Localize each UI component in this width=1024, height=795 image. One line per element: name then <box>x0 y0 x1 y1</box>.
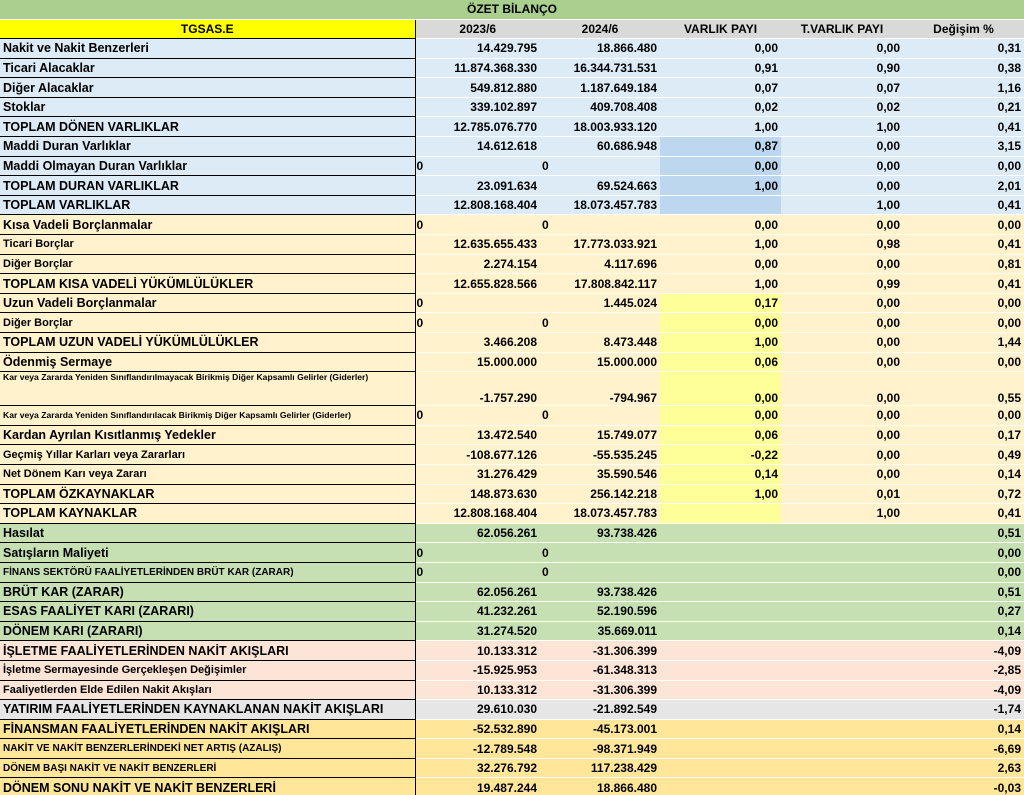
t-varlik-payi <box>781 562 903 582</box>
degisim: 0,38 <box>903 58 1024 78</box>
varlik-payi <box>660 582 781 602</box>
value-2024: 256.142.218 <box>540 484 660 504</box>
row-label: BRÜT KAR (ZARAR) <box>0 582 415 602</box>
col-t-varlik-payi-header: T.VARLIK PAYI <box>781 19 903 39</box>
value-2023: 12.808.168.404 <box>415 504 540 524</box>
row-label: Hasılat <box>0 523 415 543</box>
value-2024: 17.773.033.921 <box>540 235 660 255</box>
title-row <box>0 0 1024 19</box>
degisim: 0,41 <box>903 235 1024 255</box>
table-row <box>0 602 1024 622</box>
varlik-payi <box>660 758 781 778</box>
value-2023: 29.610.030 <box>415 700 540 720</box>
row-label: TOPLAM UZUN VADELİ YÜKÜMLÜLÜKLER <box>0 333 415 353</box>
degisim: 2,01 <box>903 176 1024 196</box>
degisim: 0,31 <box>903 39 1024 59</box>
varlik-payi: 0,91 <box>660 58 781 78</box>
value-2023: -108.677.126 <box>415 445 540 465</box>
varlik-payi <box>660 739 781 759</box>
t-varlik-payi: 0,07 <box>781 78 903 98</box>
varlik-payi <box>660 562 781 582</box>
row-label: FİNANS SEKTÖRÜ FAALİYETLERİNDEN BRÜT KAR (ZARAR) <box>0 562 415 582</box>
value-2023: 0 <box>415 543 540 563</box>
value-2024: 18.073.457.783 <box>540 195 660 215</box>
varlik-payi <box>660 621 781 641</box>
value-2024: 69.524.663 <box>540 176 660 196</box>
degisim: 0,41 <box>903 504 1024 524</box>
row-label: Geçmiş Yıllar Karları veya Zararları <box>0 445 415 465</box>
degisim: 0,00 <box>903 215 1024 235</box>
varlik-payi <box>660 504 781 524</box>
value-2024: 8.473.448 <box>540 333 660 353</box>
table-row <box>0 523 1024 543</box>
row-label: TOPLAM KAYNAKLAR <box>0 504 415 524</box>
row-label: NAKİT VE NAKİT BENZERLERİNDEKİ NET ARTIŞ (AZALIŞ) <box>0 739 415 759</box>
table-row <box>0 97 1024 117</box>
table-row <box>0 582 1024 602</box>
varlik-payi: 0,87 <box>660 137 781 157</box>
value-2023: 0 <box>415 293 540 313</box>
value-2023: 12.655.828.566 <box>415 274 540 294</box>
table-row <box>0 445 1024 465</box>
degisim: 0,00 <box>903 562 1024 582</box>
table-row <box>0 425 1024 445</box>
table-row <box>0 274 1024 294</box>
varlik-payi: 0,06 <box>660 352 781 372</box>
value-2023: 13.472.540 <box>415 425 540 445</box>
varlik-payi <box>660 660 781 680</box>
degisim: 0,41 <box>903 195 1024 215</box>
row-label: Nakit ve Nakit Benzerleri <box>0 39 415 59</box>
value-2024: -31.306.399 <box>540 680 660 700</box>
value-2023: 12.635.655.433 <box>415 235 540 255</box>
degisim: 0,55 <box>903 372 1024 406</box>
degisim: 0,72 <box>903 484 1024 504</box>
value-2024: 18.003.933.120 <box>540 117 660 137</box>
degisim: 0,00 <box>903 313 1024 333</box>
degisim: 0,00 <box>903 543 1024 563</box>
value-2024: 0 <box>540 313 660 333</box>
row-label: DÖNEM SONU NAKİT VE NAKİT BENZERLERİ <box>0 778 415 795</box>
degisim: 1,44 <box>903 333 1024 353</box>
row-label: DÖNEM KARI (ZARARI) <box>0 621 415 641</box>
row-label: TOPLAM VARLIKLAR <box>0 195 415 215</box>
value-2023: 339.102.897 <box>415 97 540 117</box>
sheet-title: ÖZET BİLANÇO <box>0 0 1024 19</box>
table-row <box>0 562 1024 582</box>
value-2024: 16.344.731.531 <box>540 58 660 78</box>
varlik-payi: 1,00 <box>660 176 781 196</box>
varlik-payi <box>660 641 781 661</box>
table-row <box>0 719 1024 739</box>
row-label: Diğer Borçlar <box>0 313 415 333</box>
table-row <box>0 406 1024 426</box>
row-label: Faaliyetlerden Elde Edilen Nakit Akışları <box>0 680 415 700</box>
table-row <box>0 484 1024 504</box>
header-row <box>0 19 1024 39</box>
row-label: TOPLAM KISA VADELİ YÜKÜMLÜLÜKLER <box>0 274 415 294</box>
value-2024: -55.535.245 <box>540 445 660 465</box>
t-varlik-payi: 1,00 <box>781 195 903 215</box>
varlik-payi: 1,00 <box>660 117 781 137</box>
table-row <box>0 195 1024 215</box>
degisim: 0,51 <box>903 523 1024 543</box>
row-label: Kar veya Zararda Yeniden Sınıflandırılacak Birikmiş Diğer Kapsamlı Gelirler (Giderler) <box>0 406 415 426</box>
varlik-payi: 1,00 <box>660 235 781 255</box>
degisim: 0,17 <box>903 425 1024 445</box>
table-row <box>0 78 1024 98</box>
t-varlik-payi: 0,00 <box>781 176 903 196</box>
varlik-payi: -0,22 <box>660 445 781 465</box>
value-2023: 0 <box>415 156 540 176</box>
varlik-payi: 1,00 <box>660 333 781 353</box>
degisim: 0,14 <box>903 719 1024 739</box>
varlik-payi: 0,00 <box>660 372 781 406</box>
t-varlik-payi: 0,00 <box>781 215 903 235</box>
degisim: 0,00 <box>903 293 1024 313</box>
value-2023: 23.091.634 <box>415 176 540 196</box>
degisim: 0,41 <box>903 117 1024 137</box>
table-row <box>0 700 1024 720</box>
t-varlik-payi: 0,02 <box>781 97 903 117</box>
t-varlik-payi: 0,00 <box>781 352 903 372</box>
col-2024-header: 2024/6 <box>540 19 660 39</box>
ticker-header: TGSAS.E <box>0 19 415 39</box>
row-label: İşletme Sermayesinde Gerçekleşen Değişimler <box>0 660 415 680</box>
t-varlik-payi: 0,00 <box>781 464 903 484</box>
degisim: -1,74 <box>903 700 1024 720</box>
degisim: 0,14 <box>903 621 1024 641</box>
row-label: Uzun Vadeli Borçlanmalar <box>0 293 415 313</box>
t-varlik-payi <box>781 778 903 795</box>
value-2024: 52.190.596 <box>540 602 660 622</box>
varlik-payi: 0,02 <box>660 97 781 117</box>
value-2023: 549.812.880 <box>415 78 540 98</box>
table-row <box>0 333 1024 353</box>
value-2024: 0 <box>540 543 660 563</box>
t-varlik-payi: 0,00 <box>781 333 903 353</box>
table-row <box>0 758 1024 778</box>
row-label: Satışların Maliyeti <box>0 543 415 563</box>
varlik-payi: 0,00 <box>660 39 781 59</box>
t-varlik-payi: 0,00 <box>781 293 903 313</box>
varlik-payi: 0,00 <box>660 254 781 274</box>
t-varlik-payi <box>781 582 903 602</box>
row-label: Maddi Olmayan Duran Varlıklar <box>0 156 415 176</box>
value-2023: 31.276.429 <box>415 464 540 484</box>
table-row <box>0 117 1024 137</box>
varlik-payi <box>660 543 781 563</box>
value-2024: 15.749.077 <box>540 425 660 445</box>
value-2023: 32.276.792 <box>415 758 540 778</box>
value-2024: -21.892.549 <box>540 700 660 720</box>
table-row <box>0 543 1024 563</box>
table-row <box>0 235 1024 255</box>
row-label: Diğer Alacaklar <box>0 78 415 98</box>
table-row <box>0 137 1024 157</box>
degisim: 0,00 <box>903 406 1024 426</box>
degisim: 0,49 <box>903 445 1024 465</box>
value-2024: 18.866.480 <box>540 39 660 59</box>
degisim: -0,03 <box>903 778 1024 795</box>
t-varlik-payi: 0,98 <box>781 235 903 255</box>
t-varlik-payi: 0,99 <box>781 274 903 294</box>
t-varlik-payi: 0,00 <box>781 425 903 445</box>
value-2023: 148.873.630 <box>415 484 540 504</box>
table-row <box>0 215 1024 235</box>
t-varlik-payi: 0,00 <box>781 39 903 59</box>
value-2024: -794.967 <box>540 372 660 406</box>
value-2024: 15.000.000 <box>540 352 660 372</box>
col-degisim-header: Değişim % <box>903 19 1024 39</box>
value-2023: 3.466.208 <box>415 333 540 353</box>
table-row <box>0 372 1024 406</box>
value-2024: -98.371.949 <box>540 739 660 759</box>
degisim: -4,09 <box>903 680 1024 700</box>
value-2023: 12.808.168.404 <box>415 195 540 215</box>
row-label: Maddi Duran Varlıklar <box>0 137 415 157</box>
value-2023: 0 <box>415 215 540 235</box>
varlik-payi <box>660 719 781 739</box>
varlik-payi <box>660 195 781 215</box>
varlik-payi: 0,14 <box>660 464 781 484</box>
value-2023: 19.487.244 <box>415 778 540 795</box>
varlik-payi <box>660 700 781 720</box>
degisim: 3,15 <box>903 137 1024 157</box>
row-label: Ödenmiş Sermaye <box>0 352 415 372</box>
row-label: TOPLAM ÖZKAYNAKLAR <box>0 484 415 504</box>
value-2023: 0 <box>415 406 540 426</box>
degisim: 0,27 <box>903 602 1024 622</box>
row-label: Ticari Alacaklar <box>0 58 415 78</box>
t-varlik-payi <box>781 739 903 759</box>
varlik-payi <box>660 602 781 622</box>
table-row <box>0 660 1024 680</box>
t-varlik-payi <box>781 523 903 543</box>
t-varlik-payi <box>781 641 903 661</box>
value-2024: 409.708.408 <box>540 97 660 117</box>
value-2023: 2.274.154 <box>415 254 540 274</box>
t-varlik-payi: 0,00 <box>781 445 903 465</box>
t-varlik-payi <box>781 758 903 778</box>
t-varlik-payi <box>781 680 903 700</box>
row-label: Kardan Ayrılan Kısıtlanmış Yedekler <box>0 425 415 445</box>
varlik-payi <box>660 778 781 795</box>
varlik-payi: 0,07 <box>660 78 781 98</box>
t-varlik-payi <box>781 700 903 720</box>
varlik-payi: 0,00 <box>660 215 781 235</box>
table-row <box>0 680 1024 700</box>
value-2024: 1.445.024 <box>540 293 660 313</box>
value-2024: 0 <box>540 562 660 582</box>
value-2024: -61.348.313 <box>540 660 660 680</box>
value-2024: 35.590.546 <box>540 464 660 484</box>
value-2023: 62.056.261 <box>415 523 540 543</box>
col-varlik-payi-header: VARLIK PAYI <box>660 19 781 39</box>
value-2023: 14.429.795 <box>415 39 540 59</box>
t-varlik-payi <box>781 602 903 622</box>
t-varlik-payi <box>781 543 903 563</box>
value-2024: -31.306.399 <box>540 641 660 661</box>
value-2023: 31.274.520 <box>415 621 540 641</box>
table-row <box>0 176 1024 196</box>
value-2023: 12.785.076.770 <box>415 117 540 137</box>
degisim: -2,85 <box>903 660 1024 680</box>
row-label: Kısa Vadeli Borçlanmalar <box>0 215 415 235</box>
varlik-payi <box>660 680 781 700</box>
degisim: 0,81 <box>903 254 1024 274</box>
table-row <box>0 621 1024 641</box>
row-label: FİNANSMAN FAALİYETLERİNDEN NAKİT AKIŞLARI <box>0 719 415 739</box>
varlik-payi: 0,00 <box>660 313 781 333</box>
row-label: ESAS FAALİYET KARI (ZARARI) <box>0 602 415 622</box>
row-label: TOPLAM DÖNEN VARLIKLAR <box>0 117 415 137</box>
value-2023: -15.925.953 <box>415 660 540 680</box>
table-row <box>0 778 1024 795</box>
degisim: 2,63 <box>903 758 1024 778</box>
row-label: Net Dönem Karı veya Zararı <box>0 464 415 484</box>
t-varlik-payi: 1,00 <box>781 117 903 137</box>
value-2024: 0 <box>540 406 660 426</box>
table-row <box>0 254 1024 274</box>
value-2023: -1.757.290 <box>415 372 540 406</box>
table-row <box>0 58 1024 78</box>
table-row <box>0 641 1024 661</box>
value-2023: 41.232.261 <box>415 602 540 622</box>
row-label: Diğer Borçlar <box>0 254 415 274</box>
row-label: Stoklar <box>0 97 415 117</box>
value-2023: 0 <box>415 313 540 333</box>
t-varlik-payi: 0,00 <box>781 313 903 333</box>
varlik-payi: 0,06 <box>660 425 781 445</box>
degisim: 0,51 <box>903 582 1024 602</box>
t-varlik-payi <box>781 621 903 641</box>
degisim: 0,00 <box>903 352 1024 372</box>
varlik-payi: 0,00 <box>660 156 781 176</box>
t-varlik-payi: 0,00 <box>781 254 903 274</box>
value-2024: 93.738.426 <box>540 523 660 543</box>
value-2024: 0 <box>540 215 660 235</box>
degisim: 0,00 <box>903 156 1024 176</box>
value-2023: 11.874.368.330 <box>415 58 540 78</box>
table-row <box>0 352 1024 372</box>
value-2023: 0 <box>415 562 540 582</box>
value-2024: 4.117.696 <box>540 254 660 274</box>
t-varlik-payi: 1,00 <box>781 504 903 524</box>
degisim: 0,41 <box>903 274 1024 294</box>
row-label: Ticari Borçlar <box>0 235 415 255</box>
value-2024: 1.187.649.184 <box>540 78 660 98</box>
value-2023: 15.000.000 <box>415 352 540 372</box>
value-2024: 18.073.457.783 <box>540 504 660 524</box>
value-2024: 35.669.011 <box>540 621 660 641</box>
table-row <box>0 739 1024 759</box>
row-label: TOPLAM DURAN VARLIKLAR <box>0 176 415 196</box>
table-row <box>0 313 1024 333</box>
t-varlik-payi: 0,00 <box>781 406 903 426</box>
t-varlik-payi: 0,90 <box>781 58 903 78</box>
t-varlik-payi <box>781 719 903 739</box>
row-label: DÖNEM BAŞI NAKİT VE NAKİT BENZERLERİ <box>0 758 415 778</box>
degisim: 0,14 <box>903 464 1024 484</box>
degisim: 0,21 <box>903 97 1024 117</box>
value-2024: -45.173.001 <box>540 719 660 739</box>
table-row <box>0 39 1024 59</box>
t-varlik-payi: 0,00 <box>781 137 903 157</box>
table-row <box>0 156 1024 176</box>
value-2024: 117.238.429 <box>540 758 660 778</box>
value-2024: 17.808.842.117 <box>540 274 660 294</box>
degisim: 1,16 <box>903 78 1024 98</box>
value-2023: -12.789.548 <box>415 739 540 759</box>
value-2024: 18.866.480 <box>540 778 660 795</box>
t-varlik-payi: 0,01 <box>781 484 903 504</box>
value-2024: 60.686.948 <box>540 137 660 157</box>
row-label: Kar veya Zararda Yeniden Sınıflandırılmayacak Birikmiş Diğer Kapsamlı Gelirler (Giderler) <box>0 372 415 406</box>
value-2023: 62.056.261 <box>415 582 540 602</box>
value-2023: 14.612.618 <box>415 137 540 157</box>
degisim: -4,09 <box>903 641 1024 661</box>
varlik-payi: 1,00 <box>660 484 781 504</box>
t-varlik-payi: 0,00 <box>781 372 903 406</box>
col-2023-header: 2023/6 <box>415 19 540 39</box>
table-row <box>0 293 1024 313</box>
value-2024: 0 <box>540 156 660 176</box>
t-varlik-payi: 0,00 <box>781 156 903 176</box>
t-varlik-payi <box>781 660 903 680</box>
value-2023: -52.532.890 <box>415 719 540 739</box>
varlik-payi: 0,17 <box>660 293 781 313</box>
table-row <box>0 464 1024 484</box>
degisim: -6,69 <box>903 739 1024 759</box>
varlik-payi: 0,00 <box>660 406 781 426</box>
value-2024: 93.738.426 <box>540 582 660 602</box>
row-label: İŞLETME FAALİYETLERİNDEN NAKİT AKIŞLARI <box>0 641 415 661</box>
row-label: YATIRIM FAALİYETLERİNDEN KAYNAKLANAN NAKİT AKIŞLARI <box>0 700 415 720</box>
value-2023: 10.133.312 <box>415 641 540 661</box>
varlik-payi <box>660 523 781 543</box>
value-2023: 10.133.312 <box>415 680 540 700</box>
table-row <box>0 504 1024 524</box>
varlik-payi: 1,00 <box>660 274 781 294</box>
